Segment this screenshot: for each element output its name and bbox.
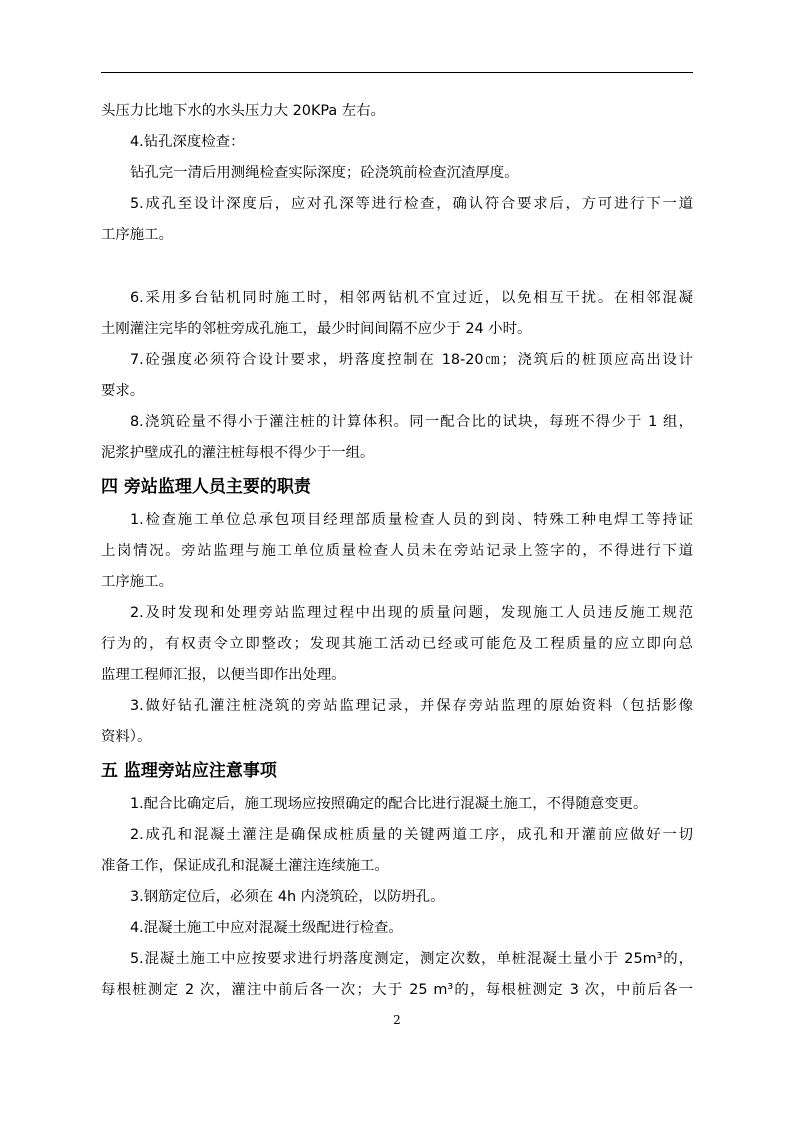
paragraph-line: 要求。 bbox=[101, 383, 145, 399]
paragraph-line: 钻孔完一清后用测绳检查实际深度；砼浇筑前检查沉渣厚度。 bbox=[130, 165, 519, 181]
section-heading-4: 四 旁站监理人员主要的职责 bbox=[101, 477, 311, 497]
list-item: 3.钢筋定位后，必须在 4h 内浇筑砼，以防坍孔。 bbox=[130, 889, 445, 905]
paragraph-line: 行为的，有权责令立即整改；发现其施工活动已经或可能危及工程质量的应立即向总 bbox=[101, 636, 693, 652]
document-body bbox=[101, 96, 693, 1006]
list-item: 4.混凝土施工中应对混凝土级配进行检查。 bbox=[130, 920, 403, 936]
list-item: 7.砼强度必须符合设计要求，坍落度控制在 18-20㎝；浇筑后的桩顶应高出设计 bbox=[130, 352, 693, 368]
list-item: 5.混凝土施工中应按要求进行坍落度测定，测定次数，单桩混凝土量小于 25m³的， bbox=[130, 951, 693, 967]
paragraph-line: 每根桩测定 2 次，灌注中前后各一次；大于 25 m³的，每根桩测定 3 次，中前后各一 bbox=[101, 982, 693, 998]
paragraph-line: 上岗情况。旁站监理与施工单位质量检查人员未在旁站记录上签字的，不得进行下道 bbox=[101, 543, 693, 559]
paragraph-line: 工序施工。 bbox=[101, 227, 173, 243]
list-item: 1.配合比确定后，施工现场应按照确定的配合比进行混凝土施工，不得随意变更。 bbox=[130, 796, 648, 812]
page-number: 2 bbox=[393, 1013, 401, 1027]
paragraph-line: 工序施工。 bbox=[101, 574, 173, 590]
paragraph-line: 土刚灌注完毕的邻桩旁成孔施工，最少时间间隔不应少于 24 小时。 bbox=[101, 321, 532, 337]
paragraph-line: 头压力比地下水的水头压力大 20KPa 左右。 bbox=[101, 103, 385, 119]
header-rule bbox=[101, 72, 693, 73]
list-item: 2.成孔和混凝土灌注是确保成桩质量的关键两道工序，成孔和开灌前应做好一切 bbox=[130, 827, 693, 843]
paragraph-line: 资料）。 bbox=[101, 729, 152, 745]
section-heading-5: 五 监理旁站应注意事项 bbox=[101, 761, 277, 781]
list-item-heading: 4.钻孔深度检查： bbox=[130, 134, 245, 150]
list-item: 5.成孔至设计深度后，应对孔深等进行检查，确认符合要求后，方可进行下一道 bbox=[130, 196, 693, 212]
paragraph-line: 泥浆护壁成孔的灌注桩每根不得少于一组。 bbox=[101, 445, 375, 461]
blank-line bbox=[101, 251, 693, 283]
list-item: 2.及时发现和处理旁站监理过程中出现的质量问题，发现施工人员违反施工规范 bbox=[130, 605, 693, 621]
paragraph-line: 监理工程师汇报，以便当即作出处理。 bbox=[101, 667, 346, 683]
list-item: 8.浇筑砼量不得小于灌注桩的计算体积。同一配合比的试块，每班不得少于 1 组， bbox=[130, 414, 693, 430]
list-item: 6.采用多台钻机同时施工时，相邻两钻机不宜过近，以免相互干扰。在相邻混凝 bbox=[130, 290, 693, 306]
list-item: 3.做好钻孔灌注桩浇筑的旁站监理记录，并保存旁站监理的原始资料（包括影像 bbox=[130, 698, 693, 714]
paragraph-line: 准备工作，保证成孔和混凝土灌注连续施工。 bbox=[101, 858, 389, 874]
list-item: 1.检查施工单位总承包项目经理部质量检查人员的到岗、特殊工种电焊工等持证 bbox=[130, 512, 693, 528]
